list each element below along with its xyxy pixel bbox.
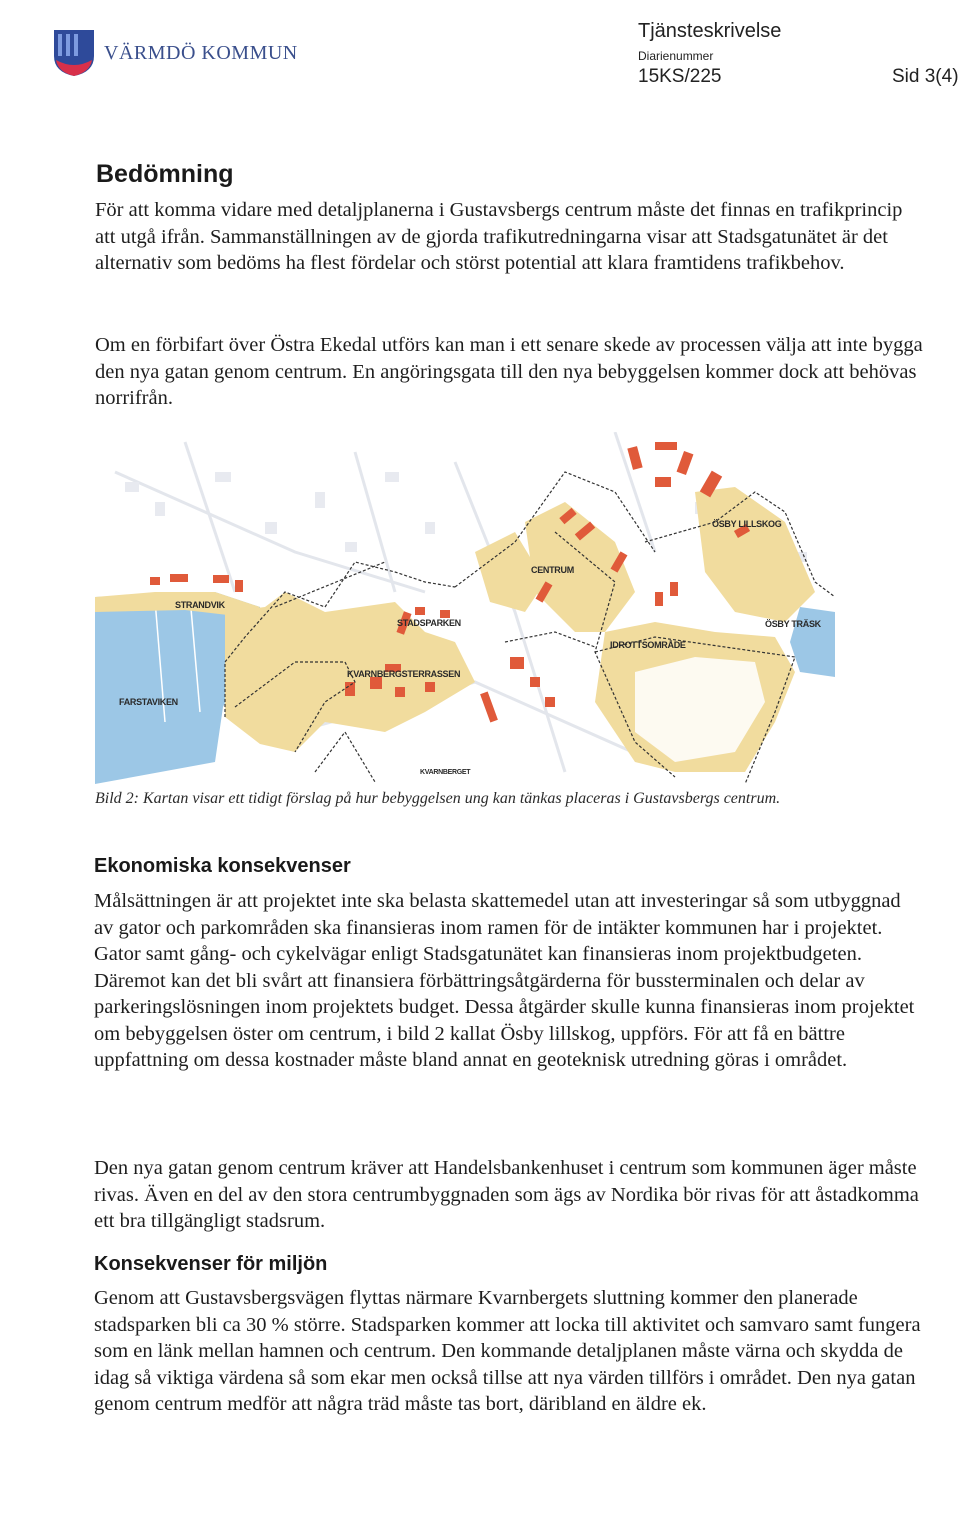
registration-label: Diarienummer <box>638 49 714 63</box>
paragraph-assessment-1: För att komma vidare med detaljplanerna i Gustavsbergs centrum måste det finnas en trafikprincip att utgå ifrån. Sammanställningen av de gjorda trafikutredningarna visar att Stadsgatunätet är det alternativ som bedöms ha flest fördelar och störst potential att klara framtidens trafikbehov. <box>95 199 903 274</box>
label-kvarnberget: KVARNBERGET <box>420 769 471 776</box>
paragraph-assessment-2: Om en förbifart över Östra Ekedal utförs kan man i ett senare skede av processen välja att inte bygga den nya gatan genom centrum. En angöringsgata till den nya bebyggelsen kommer dock att behövas norrifrån. <box>95 334 923 409</box>
document-type: Tjänsteskrivelse <box>638 20 782 42</box>
label-osby-lillskog: ÖSBY LILLSKOG <box>712 519 782 529</box>
page-number: Sid 3(4) <box>892 66 959 87</box>
section-heading-environment: Konsekvenser för miljön <box>94 1253 328 1275</box>
registration-number: 15KS/225 <box>638 66 722 87</box>
label-osby-trask: ÖSBY TRÄSK <box>765 619 821 629</box>
coat-of-arms-icon <box>52 26 96 78</box>
label-strandvik: STRANDVIK <box>175 600 225 610</box>
paragraph-economic-1: Målsättningen är att projektet inte ska belasta skattemedel utan att investeringar så som utbyggnad av gator och parkområden ska finansieras inom ramen för de intäkter kommunen har i projektet. Gator samt gång- och cykelvägar enligt Stadsgatunätet kan finansieras inom projektbudgeten. Däremot kan det bli svårt att finansiera förbättringsåtgärderna för bussterminalen och delar av parkeringslösningen inom projektets budget. Dessa åtgärder skulle kunna finansieras inom projektet om bebyggelsen öster om centrum, i bild 2 kallat Ösby lillskog, uppförs. För att få en bättre uppfattning om dessa kostnader måste bland annat en geoteknisk utredning göras i området. <box>94 890 915 1071</box>
municipality-logo <box>52 26 312 82</box>
paragraph-economic-2: Den nya gatan genom centrum kräver att Handelsbankenhuset i centrum som kommunen äger måste rivas. Även en del av den stora centrumbyggnaden som ägs av Nordika bör rivas för att åstadkomma ett bra tillgängligt stadsrum. <box>94 1157 919 1232</box>
map-graphic <box>95 432 835 784</box>
centrum-plan-map <box>95 432 835 784</box>
logo-wordmark: VÄRMDÖ KOMMUN <box>104 42 298 64</box>
label-farstaviken: FARSTAVIKEN <box>119 697 178 707</box>
section-heading-assessment: Bedömning <box>96 160 234 188</box>
label-kvarnbergsterrassen: KVARNBERGSTERRASSEN <box>347 669 461 679</box>
paragraph-environment: Genom att Gustavsbergsvägen flyttas närmare Kvarnbergets sluttning kommer den planerade stadsparken bli ca 30 % större. Stadsparken kommer att locka till aktivitet och samvaro samt fungera som en länk mellan hamnen och centrum. Den kommande detaljplanen måste värna och skydda de idag så viktiga värdena så som ekar men också tillse att nya värden tillförs i området. Den nya gatan genom centrum medför att några träd måste tas bort, däribland en äldre ek. <box>94 1287 921 1415</box>
label-idrottsomrade: IDROTTSOMRÅDE <box>610 640 686 650</box>
label-stadsparken: STADSPARKEN <box>397 618 461 628</box>
section-heading-economic: Ekonomiska konsekvenser <box>94 855 351 877</box>
figure-caption: Bild 2: Kartan visar ett tidigt förslag på hur bebyggelsen ung kan tänkas placeras i Gustavsbergs centrum. <box>95 790 781 807</box>
label-centrum: CENTRUM <box>531 565 574 575</box>
